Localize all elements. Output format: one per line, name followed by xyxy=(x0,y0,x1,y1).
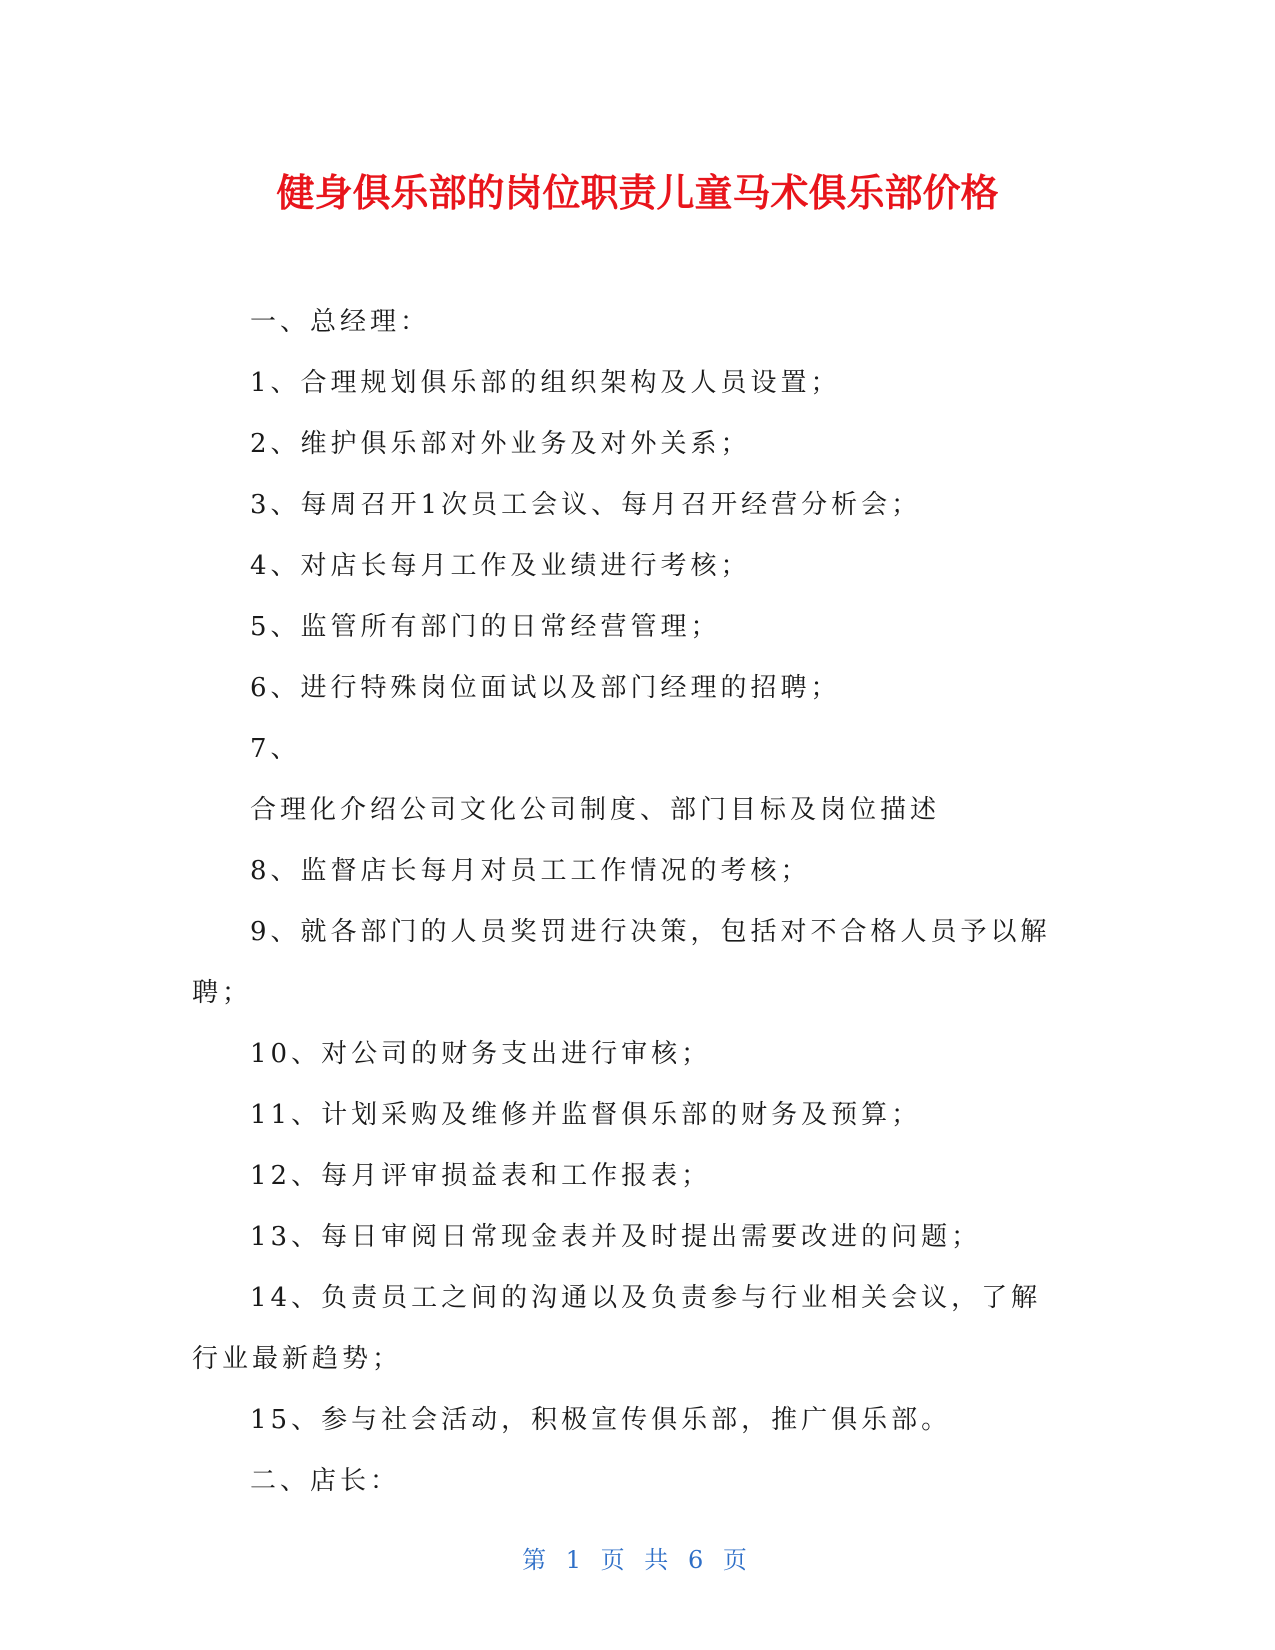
duty-item-15: 15、参与社会活动，积极宣传俱乐部，推广俱乐部。 xyxy=(250,1405,952,1435)
duty-item-7-text: 合理化介绍公司文化公司制度、部门目标及岗位描述 xyxy=(250,795,941,825)
duty-item-5: 5、监管所有部门的日常经营管理； xyxy=(250,612,721,642)
duty-item-9-line2: 聘； xyxy=(192,978,253,1008)
section-heading-store-manager: 二、店长： xyxy=(250,1466,401,1496)
duty-item-9-line1: 9、就各部门的人员奖罚进行决策，包括对不合格人员予以解 xyxy=(250,917,1051,947)
duty-item-7-number: 7、 xyxy=(250,734,301,764)
duty-item-4: 4、对店长每月工作及业绩进行考核； xyxy=(250,551,751,581)
duty-item-14-line1: 14、负责员工之间的沟通以及负责参与行业相关会议，了解 xyxy=(250,1283,1042,1313)
document-title: 健身俱乐部的岗位职责儿童马术俱乐部价格 xyxy=(276,171,999,215)
duty-item-2: 2、维护俱乐部对外业务及对外关系； xyxy=(250,429,751,459)
duty-item-10: 10、对公司的财务支出进行审核； xyxy=(250,1039,712,1069)
page-number-footer: 第 1 页 共 6 页 xyxy=(522,1546,753,1574)
duty-item-1: 1、合理规划俱乐部的组织架构及人员设置； xyxy=(250,368,841,398)
duty-item-6: 6、进行特殊岗位面试以及部门经理的招聘； xyxy=(250,673,841,703)
duty-item-8: 8、监督店长每月对员工工作情况的考核； xyxy=(250,856,811,886)
document-body xyxy=(192,292,1092,1512)
duty-item-12: 12、每月评审损益表和工作报表； xyxy=(250,1161,712,1191)
duty-item-13: 13、每日审阅日常现金表并及时提出需要改进的问题； xyxy=(250,1222,982,1252)
section-heading-general-manager: 一、总经理： xyxy=(250,307,431,337)
duty-item-14-line2: 行业最新趋势； xyxy=(192,1344,403,1374)
duty-item-3: 3、每周召开1次员工会议、每月召开经营分析会； xyxy=(250,490,922,520)
duty-item-11: 11、计划采购及维修并监督俱乐部的财务及预算； xyxy=(250,1100,922,1130)
